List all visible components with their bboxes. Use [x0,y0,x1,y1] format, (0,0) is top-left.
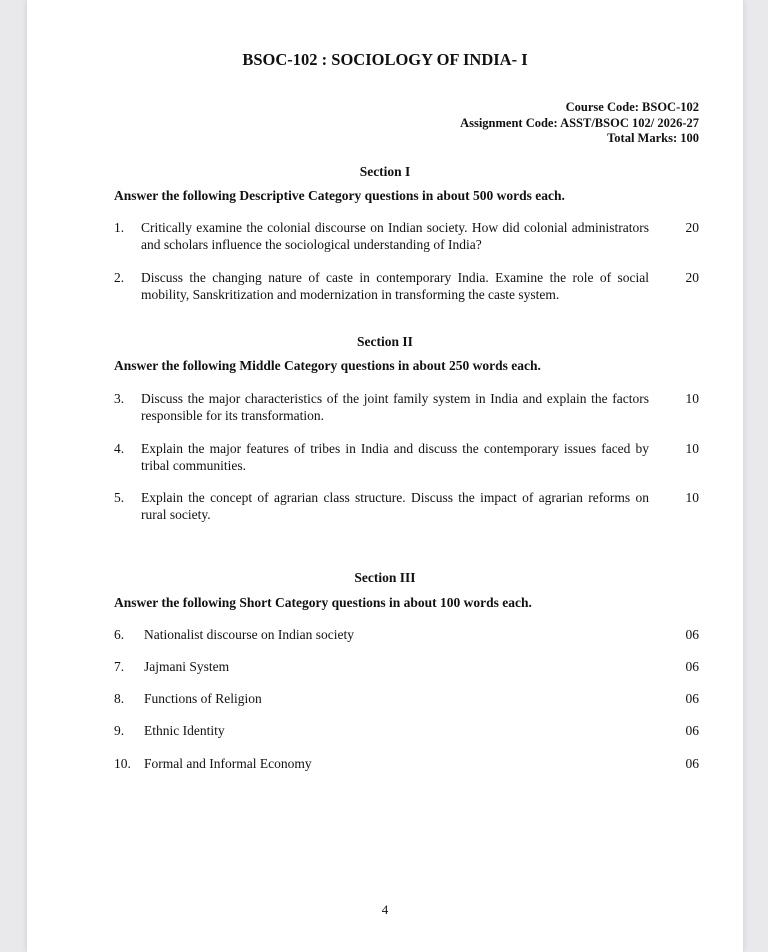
question-number: 6. [114,627,125,642]
section-2-instruction: Answer the following Middle Category questions in about 250 words each. [114,358,541,373]
question-marks: 20 [685,220,699,235]
question-marks: 10 [685,490,699,505]
assignment-details [460,100,699,147]
question-number: 7. [114,659,125,674]
question-4 [114,441,699,474]
question-text: Ethnic Identity [144,723,225,738]
question-text: Functions of Religion [144,691,262,706]
question-number: 5. [114,490,125,505]
question-marks: 06 [685,756,699,771]
question-marks: 20 [685,270,699,285]
question-number: 10. [114,756,131,771]
question-marks: 10 [685,391,699,406]
question-text: Explain the concept of agrarian class structure. Discuss the impact of agrarian reforms on rural society. [141,490,649,522]
question-3 [114,391,699,424]
question-marks: 06 [685,659,699,674]
question-2 [114,270,699,303]
question-number: 9. [114,723,125,738]
document-page [27,0,743,952]
question-text: Jajmani System [144,659,230,674]
section-1-title: Section I [359,164,411,179]
section-1-instruction: Answer the following Descriptive Category questions in about 500 words each. [114,188,565,203]
course-code: Course Code: BSOC-102 [565,100,699,114]
question-text: Nationalist discourse on Indian society [144,627,354,642]
question-number: 3. [114,391,125,406]
question-marks: 06 [685,723,699,738]
page-number: 4 [381,902,389,917]
question-text: Explain the major features of tribes in India and discuss the contemporary issues faced by tribal communities. [141,441,649,473]
question-number: 4. [114,441,125,456]
total-marks: Total Marks: 100 [607,131,699,145]
question-1 [114,220,699,253]
question-5 [114,490,699,523]
section-2-title: Section II [357,334,413,349]
question-text: Discuss the major characteristics of the joint family system in India and explain the factors responsible for its transformation. [141,391,649,423]
question-number: 1. [114,220,125,235]
section-3-title: Section III [354,570,416,585]
assignment-code: Assignment Code: ASST/BSOC 102/ 2026-27 [460,115,699,130]
question-text: Discuss the changing nature of caste in contemporary India. Examine the role of social mobility, Sanskritization and modernization in transforming the caste system. [141,270,649,302]
document-title: BSOC-102 : SOCIOLOGY OF INDIA- I [242,50,528,69]
question-text: Critically examine the colonial discourse on Indian society. How did colonial administrators and scholars influence the sociological understanding of India? [141,220,649,252]
question-text: Formal and Informal Economy [144,756,312,771]
question-marks: 06 [685,691,699,706]
question-marks: 10 [685,441,699,456]
question-number: 8. [114,691,125,706]
section-3-instruction: Answer the following Short Category questions in about 100 words each. [114,595,532,610]
question-marks: 06 [685,627,699,642]
question-number: 2. [114,270,125,285]
